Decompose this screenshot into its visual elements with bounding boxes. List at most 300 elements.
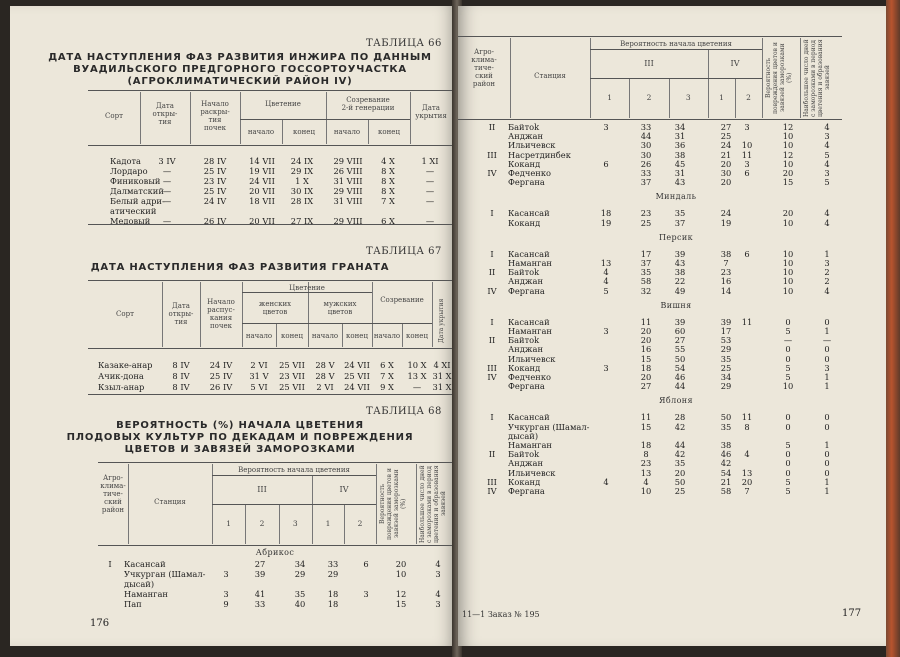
cell-value: 5 xyxy=(824,177,830,188)
col-header-bud-break: Начало распус- кания почек xyxy=(207,298,235,330)
cell-value: 23 IV xyxy=(203,176,227,186)
station-name: Байтоk xyxy=(508,449,540,460)
col-header-start: начало xyxy=(373,332,401,340)
cell-value: 4 XI xyxy=(433,360,451,370)
cell-value: 2 VI xyxy=(250,360,268,370)
cell-value: 15 xyxy=(640,421,652,432)
cell-value: 1 X xyxy=(295,176,309,186)
variety-name: Ачик-дона xyxy=(98,371,144,381)
cell-value: 20 xyxy=(782,208,794,219)
cell-value: 4 xyxy=(824,208,830,219)
cell-value: 25 IV xyxy=(203,166,227,176)
cell-value: 23 xyxy=(720,267,732,278)
cell-value: 35 xyxy=(674,458,686,469)
cell-value: 27 IX xyxy=(290,216,314,226)
col-header-decade-number: 3 xyxy=(292,519,298,528)
section-2: Персик xyxy=(658,232,694,242)
cell-value: 18 VII xyxy=(249,196,275,206)
station-name: Байтоk xyxy=(508,122,540,132)
cell-value: 33 xyxy=(327,559,339,569)
table-67-label: ТАБЛИЦА 67 xyxy=(366,246,442,257)
region-numeral: I xyxy=(108,559,112,569)
cell-value: 8 xyxy=(744,421,750,432)
table-rule xyxy=(212,504,376,505)
variety-name: Казаке-анар xyxy=(98,360,153,370)
cell-value: 41 xyxy=(254,589,266,599)
cell-value: — xyxy=(425,186,435,196)
col-header-agroclimatic-region: Агро- клима- тиче- ский район xyxy=(100,474,126,514)
station-name: Коканд xyxy=(508,217,541,228)
col-header-decade-IV: IV xyxy=(339,485,349,494)
cell-value: 1 XI xyxy=(421,156,439,166)
page-number: 176 xyxy=(90,618,110,629)
cell-value: 10 xyxy=(782,258,794,268)
cell-value: — xyxy=(162,196,172,206)
cell-value: 5 xyxy=(785,476,791,487)
cell-value: 1 xyxy=(824,381,830,392)
table-divider xyxy=(800,38,801,118)
region-numeral: I xyxy=(490,248,494,259)
cell-value: 10 xyxy=(782,131,794,142)
cell-value: 6 X xyxy=(381,216,395,226)
cell-value: 3 xyxy=(603,362,609,373)
table-row xyxy=(10,176,456,186)
station-name: дысай) xyxy=(508,430,539,441)
section-apricot: Абрикос xyxy=(255,548,295,557)
cell-value: 21 xyxy=(720,476,732,487)
cell-value: 23 xyxy=(640,208,652,219)
cell-value: 3 xyxy=(435,569,441,579)
cell-value: 3 xyxy=(824,362,830,373)
cell-value: 11 xyxy=(741,149,753,160)
cell-value: 24 xyxy=(720,140,732,151)
station-name: Пап xyxy=(124,599,142,609)
cell-value: 31 VIII xyxy=(333,196,363,206)
table-68-label: ТАБЛИЦА 68 xyxy=(366,406,442,417)
col-header-decade-number: 3 xyxy=(685,93,691,102)
cell-value: 44 xyxy=(674,381,686,392)
cell-value: 19 xyxy=(600,217,612,228)
table-row xyxy=(458,286,886,296)
cell-value: 5 xyxy=(603,285,609,296)
cell-value: 25 xyxy=(640,217,652,228)
cell-value: 0 xyxy=(785,316,791,327)
cell-value: 35 xyxy=(720,353,732,364)
cell-value: 31 xyxy=(674,168,686,178)
cell-value: 43 xyxy=(674,258,686,268)
station-name: Касансай xyxy=(508,208,550,219)
station-name: дысай) xyxy=(124,579,155,589)
cell-value: 25 VII xyxy=(279,382,305,392)
table-rule xyxy=(88,90,452,91)
cell-value: 28 IX xyxy=(290,196,314,206)
cell-value: 28 xyxy=(674,412,686,423)
region-numeral: II xyxy=(488,267,496,278)
cell-value: 8 X xyxy=(381,166,395,176)
col-header-start: начало xyxy=(247,128,275,136)
cell-value: 25 IV xyxy=(203,186,227,196)
col-header-ripening: Созревание 2-й генерации xyxy=(341,96,395,112)
station-name: Анджан xyxy=(508,458,544,469)
station-name: Федченко xyxy=(508,168,552,178)
station-name: Касансай xyxy=(508,248,550,259)
station-name: Байтоk xyxy=(508,335,540,346)
station-name: Фергана xyxy=(508,285,545,296)
cell-value: 0 xyxy=(824,344,830,355)
cell-value: 20 xyxy=(674,467,686,478)
col-header-end: конец xyxy=(378,128,400,136)
cell-value: 13 X xyxy=(407,371,427,381)
cell-value: 20 xyxy=(720,158,732,169)
region-numeral: I xyxy=(490,208,494,219)
cell-value: 34 xyxy=(720,372,732,382)
cell-value: 16 xyxy=(640,344,652,355)
cell-value: 35 xyxy=(720,421,732,432)
cell-value: 35 xyxy=(640,267,652,278)
cell-value: 34 xyxy=(674,122,686,132)
region-numeral: II xyxy=(488,122,496,132)
table-row xyxy=(458,486,886,496)
left-page xyxy=(10,6,456,646)
table-68-title: ВЕРОЯТНОСТЬ (%) НАЧАЛА ЦВЕТЕНИЯ ПЛОДОВЫХ КУЛЬТУР ПО ДЕКАДАМ И ПОВРЕЖДЕНИЯ ЦВЕТОВ И ЗАВЯЗЕЙ ЗАМОРОЗКАМИ xyxy=(66,420,414,455)
cell-value: 13 xyxy=(640,467,652,478)
cell-value: 42 xyxy=(674,421,686,432)
cell-value: 10 xyxy=(782,217,794,228)
cell-value: 25 xyxy=(720,131,732,142)
table-rule xyxy=(242,323,432,324)
table-rule xyxy=(88,145,452,146)
cell-value: 10 xyxy=(395,569,407,579)
station-name: Ильичевск xyxy=(508,353,556,364)
cell-value: 50 xyxy=(674,353,686,364)
col-header-end: конец xyxy=(281,332,303,340)
region-numeral: I xyxy=(490,316,494,327)
variety-name: Кадота xyxy=(110,156,142,166)
cell-value: 1 xyxy=(824,476,830,487)
cell-value: 0 xyxy=(785,344,791,355)
table-row xyxy=(10,371,456,381)
cell-value: 29 xyxy=(720,344,732,355)
cell-value: 10 xyxy=(782,267,794,278)
cell-value: 30 xyxy=(720,168,732,178)
cell-value: 29 VIII xyxy=(333,186,363,196)
cell-value: 1 xyxy=(824,486,830,496)
station-name: Коканд xyxy=(508,476,541,487)
cell-value: 53 xyxy=(720,335,732,346)
cell-value: 18 xyxy=(327,589,339,599)
region-numeral: I xyxy=(490,412,494,423)
col-header-decade-number: 1 xyxy=(226,519,232,528)
cell-value: 20 VII xyxy=(249,216,275,226)
cell-value: 5 xyxy=(785,372,791,382)
cell-value: 20 xyxy=(640,335,652,346)
cell-value: 42 xyxy=(720,458,732,469)
cell-value: 0 xyxy=(824,449,830,460)
col-header-start: начало xyxy=(311,332,339,340)
cell-value: 38 xyxy=(674,267,686,278)
cell-value: 33 xyxy=(254,599,266,609)
cell-value: 9 X xyxy=(380,382,394,392)
cell-value: 26 VIII xyxy=(333,166,363,176)
col-header-flowering: Цветение xyxy=(289,284,325,292)
cell-value: 15 xyxy=(395,599,407,609)
cell-value: 15 xyxy=(782,177,794,188)
cell-value: 31 X xyxy=(432,371,452,381)
cell-value: 27 xyxy=(674,335,686,346)
cell-value: 18 xyxy=(600,208,612,219)
col-header-open-date: Дата откры- тия xyxy=(152,102,178,126)
table-row xyxy=(10,599,456,609)
cell-value: 4 xyxy=(824,285,830,296)
cell-value: 24 VII xyxy=(249,176,275,186)
cell-value: 5 VI xyxy=(250,382,268,392)
cell-value: 19 VII xyxy=(249,166,275,176)
cell-value: — xyxy=(425,196,435,206)
cell-value: 18 xyxy=(327,599,339,609)
cell-value: 3 xyxy=(744,158,750,169)
cell-value: 40 xyxy=(294,599,306,609)
cell-value: 10 xyxy=(782,276,794,287)
table-rule xyxy=(242,292,372,293)
col-header-decade-number: 2 xyxy=(259,519,265,528)
cell-value: 15 xyxy=(640,353,652,364)
cell-value: 24 xyxy=(720,208,732,219)
cell-value: 19 xyxy=(720,217,732,228)
cell-value: 20 xyxy=(720,177,732,188)
cell-value: 8 IV xyxy=(172,360,190,370)
signature-mark: 11—1 Заказ № 195 xyxy=(462,610,540,619)
cell-value: 27 xyxy=(640,381,652,392)
region-numeral: II xyxy=(488,335,496,346)
station-name: Учкурган (Шамал- xyxy=(124,569,206,579)
cell-value: 3 xyxy=(603,326,609,336)
cell-value: 24 VII xyxy=(344,382,370,392)
cell-value: 0 xyxy=(824,467,830,478)
cell-value: 5 xyxy=(824,149,830,160)
col-header-flowering: Цветение xyxy=(265,100,301,108)
cell-value: 8 X xyxy=(381,176,395,186)
cell-value: 0 xyxy=(785,458,791,469)
col-header-station: Станция xyxy=(154,498,186,506)
cell-value: 43 xyxy=(674,177,686,188)
cell-value: 3 xyxy=(603,122,609,132)
station-name: Ильичевск xyxy=(508,140,556,151)
variety-name: Белый адри- xyxy=(110,196,165,206)
cell-value: 10 xyxy=(640,486,652,496)
section-3: Вишня xyxy=(660,300,692,310)
cell-value: — xyxy=(425,166,435,176)
cell-value: 2 xyxy=(824,276,830,287)
col-header-decade-number: 2 xyxy=(746,93,751,102)
col-header-sort: Сорт xyxy=(116,310,134,318)
table-row xyxy=(10,186,456,196)
cell-value: 4 xyxy=(435,589,441,599)
cell-value: 54 xyxy=(674,362,686,373)
cell-value: 10 xyxy=(782,248,794,259)
cell-value: 8 IV xyxy=(172,382,190,392)
page-number: 177 xyxy=(842,608,862,619)
cell-value: 25 IV xyxy=(209,371,233,381)
cell-value: 31 xyxy=(674,131,686,142)
table-66-title: ДАТА НАСТУПЛЕНИЯ ФАЗ РАЗВИТИЯ ИНЖИРА ПО ДАННЫМ ВУАДИЛЬСКОГО ПРЕДГОРНОГО ГОССОРТОУЧАСТКА (АГРОКЛИМАТИЧЕСКИЙ РАЙОН IV) xyxy=(48,52,432,87)
cell-value: 37 xyxy=(640,258,652,268)
cell-value: 6 xyxy=(603,158,609,169)
table-rule xyxy=(88,280,452,281)
cell-value: 0 xyxy=(824,458,830,469)
cell-value: 20 xyxy=(741,476,753,487)
cell-value: 1 xyxy=(824,372,830,382)
cell-value: 4 xyxy=(435,559,441,569)
table-row xyxy=(10,569,456,579)
station-name: Фергана xyxy=(508,381,545,392)
cell-value: — xyxy=(425,176,435,186)
table-row xyxy=(10,589,456,599)
station-name: Анджан xyxy=(508,131,544,142)
cell-value: 23 VII xyxy=(279,371,305,381)
cell-value: 4 xyxy=(603,276,609,287)
cell-value: 18 xyxy=(640,440,652,450)
cell-value: 55 xyxy=(674,344,686,355)
col-header-decade-IV: IV xyxy=(730,59,740,68)
cell-value: 39 xyxy=(720,316,732,327)
col-header-start: начало xyxy=(245,332,273,340)
table-row xyxy=(10,206,456,216)
table-rule xyxy=(240,119,410,120)
cell-value: — xyxy=(162,216,172,226)
cell-value: 58 xyxy=(640,276,652,287)
station-name: Коканд xyxy=(508,158,541,169)
cell-value: 3 xyxy=(744,122,750,132)
table-rule xyxy=(458,119,842,120)
cell-value: 4 xyxy=(744,449,750,460)
region-numeral: III xyxy=(487,149,497,160)
cell-value: 33 xyxy=(640,122,652,132)
col-header-end: конец xyxy=(346,332,368,340)
cell-value: 36 xyxy=(674,140,686,151)
cell-value: 30 IX xyxy=(290,186,314,196)
cell-value: 44 xyxy=(674,440,686,450)
col-header-cover-date: Дата укрытия xyxy=(438,298,445,344)
cell-value: 11 xyxy=(640,412,652,423)
cell-value: 24 IV xyxy=(209,360,233,370)
col-header-end: конец xyxy=(406,332,428,340)
variety-name: Далматский xyxy=(110,186,164,196)
cell-value: 25 xyxy=(720,362,732,373)
cell-value: 11 xyxy=(640,316,652,327)
cell-value: 27 xyxy=(254,559,266,569)
cell-value: 0 xyxy=(785,449,791,460)
cell-value: 10 xyxy=(782,381,794,392)
station-name: Фергана xyxy=(508,486,545,496)
col-header-decade-number: 2 xyxy=(646,93,652,102)
col-header-probability: Вероятность начала цветения xyxy=(620,40,732,48)
cell-value: 46 xyxy=(674,372,686,382)
cell-value: 0 xyxy=(785,467,791,478)
cell-value: 17 xyxy=(720,326,732,336)
col-header-frost-damage: Вероятность повреждения цветов и завязей заморозками (%) xyxy=(379,468,407,540)
cell-value: 24 IV xyxy=(203,196,227,206)
col-header-end: конец xyxy=(293,128,315,136)
cell-value: 28 V xyxy=(315,371,335,381)
cell-value: 4 xyxy=(824,140,830,151)
cell-value: 29 xyxy=(327,569,339,579)
station-name: Наманган xyxy=(124,589,168,599)
cell-value: 13 xyxy=(741,467,753,478)
cell-value: 0 xyxy=(824,316,830,327)
table-divider xyxy=(762,38,763,118)
cell-value: 39 xyxy=(254,569,266,579)
cell-value: 30 xyxy=(640,140,652,151)
col-header-bud-break: Начало раскры- тия почек xyxy=(200,100,230,132)
station-name: Наманган xyxy=(508,258,552,268)
cell-value: 6 xyxy=(363,559,369,569)
station-name: Наманган xyxy=(508,326,552,336)
cell-value: 14 xyxy=(720,285,732,296)
cell-value: 20 xyxy=(640,326,652,336)
cell-value: 5 xyxy=(785,362,791,373)
col-header-decade-number: 1 xyxy=(607,93,613,102)
cell-value: 21 xyxy=(720,149,732,160)
variety-name: Медовый xyxy=(110,216,151,226)
table-row xyxy=(458,218,886,228)
cell-value: 30 xyxy=(640,149,652,160)
table-rule xyxy=(212,475,376,476)
cell-value: 7 xyxy=(744,486,750,496)
cell-value: 11 xyxy=(741,316,753,327)
cell-value: 20 xyxy=(782,168,794,178)
cell-value: 45 xyxy=(674,158,686,169)
cell-value: 27 xyxy=(720,122,732,132)
col-header-agroclimatic-region: Агро- клима- тиче- ский район xyxy=(471,48,497,88)
station-name: Наманган xyxy=(508,440,552,450)
cell-value: 0 xyxy=(785,353,791,364)
table-rule xyxy=(458,36,842,37)
cell-value: 37 xyxy=(674,217,686,228)
cell-value: 4 xyxy=(824,122,830,132)
table-row xyxy=(10,559,456,569)
cell-value: 60 xyxy=(674,326,686,336)
table-rule xyxy=(590,49,762,50)
cell-value: 29 xyxy=(720,381,732,392)
cell-value: 5 xyxy=(785,486,791,496)
cell-value: 10 xyxy=(741,140,753,151)
cell-value: 3 xyxy=(435,599,441,609)
col-header-frost-damage: Вероятность повреждения цветов и завязей заморозками (%) xyxy=(765,42,793,114)
table-row xyxy=(10,156,456,166)
station-name: Федченко xyxy=(508,372,552,382)
cell-value: 39 xyxy=(674,316,686,327)
cell-value: — xyxy=(783,335,793,346)
region-numeral: IV xyxy=(487,372,497,382)
cell-value: 6 X xyxy=(380,360,394,370)
cell-value: 44 xyxy=(640,131,652,142)
variety-name: Лордаро xyxy=(110,166,148,176)
table-divider xyxy=(376,464,377,544)
col-header-station: Станция xyxy=(534,72,566,80)
cell-value: — xyxy=(162,166,172,176)
cell-value: 24 IX xyxy=(290,156,314,166)
cell-value: 4 xyxy=(603,476,609,487)
table-rule xyxy=(98,462,452,463)
cell-value: 3 xyxy=(223,589,229,599)
variety-name: Кзыл-анар xyxy=(98,382,145,392)
cell-value: — xyxy=(425,216,435,226)
cell-value: 29 VIII xyxy=(333,216,363,226)
cell-value: 31 V xyxy=(249,371,269,381)
cell-value: — xyxy=(162,186,172,196)
cell-value: 7 X xyxy=(381,196,395,206)
right-page xyxy=(458,6,886,646)
